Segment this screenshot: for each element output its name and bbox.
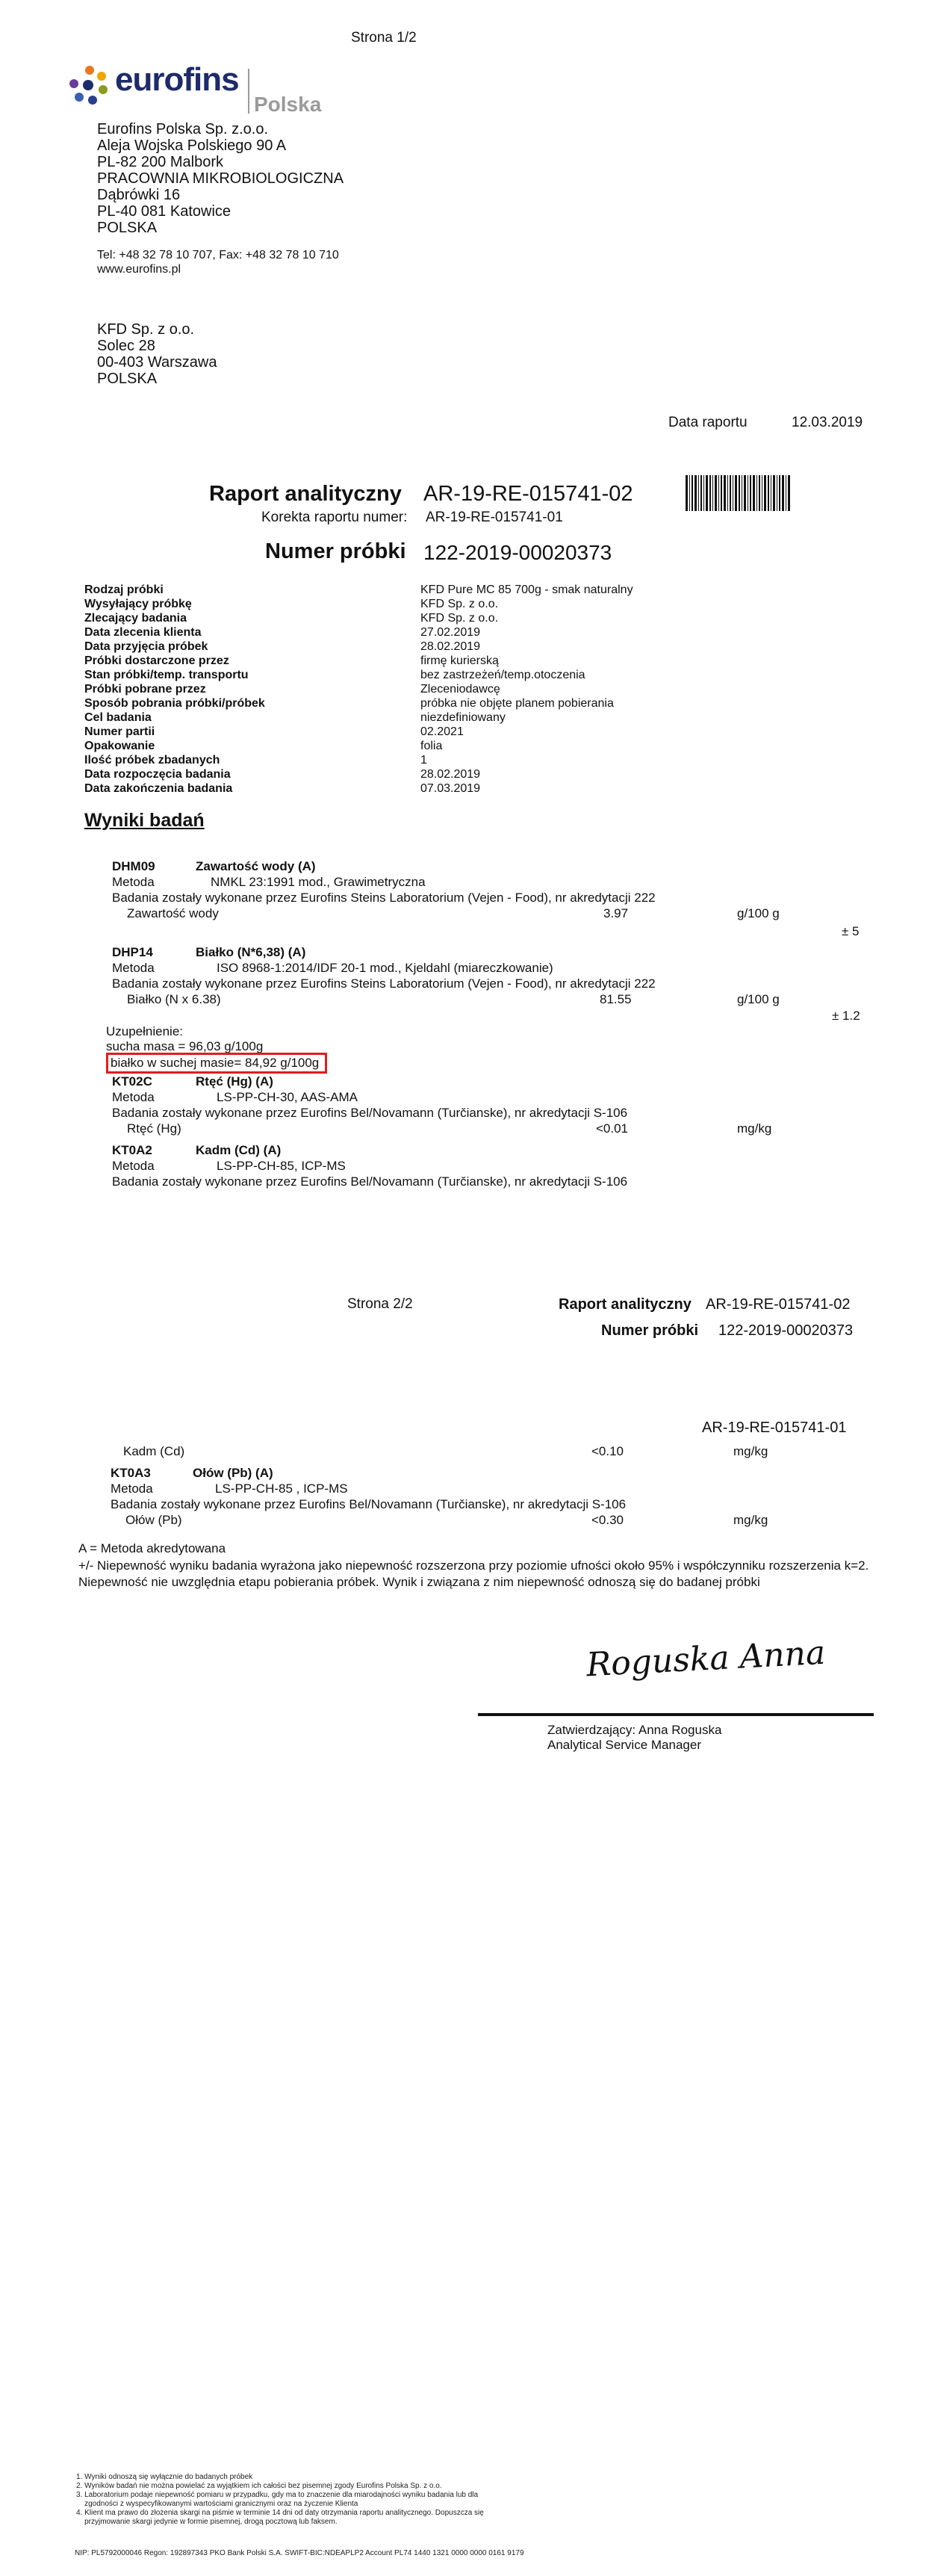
- param-unit: g/100 g: [737, 992, 780, 1006]
- param-value: <0.30: [591, 1513, 624, 1527]
- sample-info-label: Data zlecenia klienta: [84, 626, 202, 639]
- address-line: Aleja Wojska Polskiego 90 A: [97, 137, 287, 154]
- param-name: Zawartość wody: [127, 906, 219, 920]
- signature-line: [478, 1713, 874, 1716]
- sample-info-label: Próbki pobrane przez: [84, 683, 206, 696]
- sample-info-value: folia: [420, 740, 443, 752]
- method-label: Metoda: [111, 1481, 153, 1496]
- eurofins-dots-icon: [69, 64, 111, 106]
- sample-info-row: [84, 696, 831, 710]
- sample-info-label: Sposób pobrania próbki/próbek: [84, 697, 265, 710]
- test-code: KT0A3: [111, 1466, 151, 1480]
- sample-info-value: firmę kurierską: [420, 654, 499, 667]
- address-line: KFD Sp. z o.o.: [97, 321, 195, 338]
- test-name: Białko (N*6,38) (A): [196, 945, 306, 959]
- report-date-label: Data raportu: [668, 415, 748, 430]
- sample-number-label: Numer próbki: [601, 1322, 699, 1339]
- param-name: Białko (N x 6.38): [127, 992, 221, 1006]
- sample-info-value: 28.02.2019: [420, 640, 481, 653]
- sample-info-row: [84, 710, 831, 725]
- sample-info-row: [84, 597, 831, 611]
- correction-label: Korekta raportu numer:: [261, 510, 408, 525]
- sample-info-label: Rodzaj próbki: [84, 583, 164, 596]
- lab-contact: Tel: +48 32 78 10 707, Fax: +48 32 78 10 710: [97, 249, 339, 261]
- sample-info-label: Data zakończenia badania: [84, 782, 233, 795]
- param-unit: mg/kg: [733, 1444, 768, 1458]
- param-uncertainty: ± 5: [842, 924, 860, 938]
- lab-accreditation: Badania zostały wykonane przez Eurofins Steins Laboratorium (Vejen - Food), nr akredytacji 222: [112, 891, 656, 905]
- address-line: Dąbrówki 16: [97, 187, 181, 203]
- footnotes: [76, 2473, 484, 2527]
- method-label: Metoda: [112, 1159, 155, 1173]
- footnote: 3. Laboratorium podaje niepewność pomiaru w przypadku, gdy ma to znaczenie dla miarodajności wyniku badania lub dla: [76, 2491, 479, 2499]
- bank-details: NIP: PL5792000046 Regon: 192897343 PKO Bank Polski S.A. SWIFT-BIC:NDEAPLP2 Account PL74 1440 1321 0000 0000 0161 9179: [75, 2549, 524, 2557]
- test-name: Ołów (Pb) (A): [193, 1466, 273, 1480]
- footnote: przyjmowanie skargi jedynie w formie pisemnej, drogą pocztową lub faksem.: [76, 2518, 338, 2526]
- sample-info-row: [84, 583, 831, 597]
- sample-info-label: Data rozpoczęcia badania: [84, 768, 231, 781]
- supplement-title: Uzupełnienie:: [106, 1024, 184, 1038]
- method-value: NMKL 23:1991 mod., Grawimetryczna: [211, 875, 426, 889]
- supplement-protein-dry-text: białko w suchej masie= 84,92 g/100g: [111, 1056, 320, 1070]
- sample-info-label: Wysyłający próbkę: [84, 598, 192, 610]
- lab-accreditation: Badania zostały wykonane przez Eurofins Steins Laboratorium (Vejen - Food), nr akredytacji 222: [112, 976, 656, 991]
- eurofins-logo: [69, 61, 338, 121]
- report-number: AR-19-RE-015741-02: [706, 1296, 851, 1313]
- address-line: Eurofins Polska Sp. z.o.o.: [97, 121, 269, 137]
- sample-info-label: Stan próbki/temp. transportu: [84, 669, 249, 681]
- address-line: PRACOWNIA MIKROBIOLOGICZNA: [97, 170, 344, 187]
- footnote: zgodności z wyspecyfikowanymi wartościami granicznymi oraz na życzenie Klienta: [76, 2500, 358, 2508]
- report-number: AR-19-RE-015741-02: [423, 482, 633, 506]
- page-number: Strona 1/2: [351, 30, 417, 46]
- method-label: Metoda: [112, 961, 155, 975]
- approver-position: Analytical Service Manager: [547, 1738, 701, 1752]
- uncertainty-note: Niepewność nie uwzględnia etapu pobierania próbek. Wynik i związana z nim niepewność odnoszą się do badanej próbki: [78, 1575, 760, 1589]
- lab-accreditation: Badania zostały wykonane przez Eurofins Bel/Novamann (Turčianske), nr akredytacji S-106: [112, 1174, 628, 1189]
- sample-info-value: 27.02.2019: [420, 626, 481, 639]
- method-label: Metoda: [112, 875, 155, 889]
- accreditation-legend: A = Metoda akredytowana: [78, 1541, 226, 1555]
- sample-info-row: [84, 753, 831, 767]
- test-code: KT02C: [112, 1074, 152, 1089]
- lab-accreditation: Badania zostały wykonane przez Eurofins Bel/Novamann (Turčianske), nr akredytacji S-106: [111, 1497, 627, 1511]
- sample-number: 122-2019-00020373: [423, 541, 612, 564]
- sample-info-row: [84, 611, 831, 625]
- sample-info-value: 1: [420, 754, 427, 767]
- param-value: <0.10: [591, 1444, 624, 1458]
- page-number: Strona 2/2: [347, 1296, 413, 1312]
- correction-number: AR-19-RE-015741-01: [426, 510, 563, 525]
- param-name: Kadm (Cd): [123, 1444, 185, 1458]
- sample-info-label: Zlecający badania: [84, 612, 187, 625]
- supplement-dry-mass: sucha masa = 96,03 g/100g: [106, 1039, 264, 1053]
- sample-info-row: [84, 767, 831, 781]
- uncertainty-note: +/- Niepewność wyniku badania wyrażona jako niepewność rozszerzona przy poziomie ufności około 95% i współczynniku rozszerzenia k=2.: [78, 1558, 869, 1573]
- footnote: 1. Wyniki odnoszą się wyłącznie do badanych próbek: [76, 2473, 253, 2481]
- sample-info-row: [84, 739, 831, 753]
- param-value: <0.01: [596, 1121, 629, 1136]
- logo-divider: [248, 69, 249, 114]
- sample-info-label: Cel badania: [84, 711, 152, 724]
- lab-website: www.eurofins.pl: [97, 263, 181, 276]
- client-address: [97, 321, 217, 387]
- test-code: KT0A2: [112, 1143, 152, 1157]
- sample-info-value: KFD Pure MC 85 700g - smak naturalny: [420, 583, 633, 596]
- address-line: 00-403 Warszawa: [97, 354, 217, 371]
- method-label: Metoda: [112, 1090, 155, 1104]
- lab-address: [97, 121, 344, 236]
- sample-info-row: [84, 725, 831, 739]
- sample-info-value: KFD Sp. z o.o.: [420, 612, 499, 625]
- footnote: 4. Klient ma prawo do złożenia skargi na piśmie w terminie 14 dni od daty otrzymania raportu analitycznego. Dopuszcza się: [76, 2509, 484, 2517]
- param-unit: g/100 g: [737, 906, 780, 920]
- sample-info-row: [84, 781, 831, 796]
- test-name: Zawartość wody (A): [196, 859, 316, 873]
- barcode-icon: [686, 475, 790, 511]
- sample-info-label: Numer partii: [84, 725, 155, 738]
- sample-info-value: 02.2021: [420, 725, 464, 738]
- sample-info-row: [84, 640, 831, 654]
- sample-info-table: [84, 583, 831, 796]
- param-unit: mg/kg: [737, 1121, 772, 1136]
- supplement-protein-dry: [106, 1053, 327, 1074]
- report-title: Raport analityczny: [209, 482, 402, 506]
- sample-info-row: [84, 668, 831, 682]
- report-title: Raport analityczny: [559, 1296, 692, 1313]
- approved-by: Zatwierdzający: Anna Roguska: [547, 1723, 722, 1737]
- sample-info-value: Zleceniodawcę: [420, 683, 500, 696]
- sample-info-label: Ilość próbek zbadanych: [84, 754, 220, 767]
- test-code: DHP14: [112, 945, 153, 959]
- param-name: Ołów (Pb): [125, 1513, 182, 1527]
- sample-info-row: [84, 682, 831, 696]
- results-title: Wyniki badań: [84, 810, 205, 831]
- sample-info-value: 28.02.2019: [420, 768, 481, 781]
- signature: Roguska Anna: [585, 1633, 827, 1685]
- address-line: PL-40 081 Katowice: [97, 203, 232, 220]
- test-name: Rtęć (Hg) (A): [196, 1074, 273, 1089]
- report-date: 12.03.2019: [792, 415, 863, 430]
- sample-info-value: 07.03.2019: [420, 782, 481, 795]
- address-line: POLSKA: [97, 220, 158, 236]
- sample-info-label: Opakowanie: [84, 740, 155, 752]
- sample-info-row: [84, 625, 831, 640]
- previous-report-number: AR-19-RE-015741-01: [702, 1419, 847, 1436]
- sample-info-label: Data przyjęcia próbek: [84, 640, 208, 653]
- sample-number: 122-2019-00020373: [718, 1322, 854, 1339]
- sample-info-value: niezdefiniowany: [420, 711, 506, 724]
- sample-info-value: KFD Sp. z o.o.: [420, 598, 499, 610]
- logo-brand: eurofins: [115, 61, 239, 98]
- sample-info-value: próbka nie objęte planem pobierania: [420, 697, 614, 710]
- param-uncertainty: ± 1.2: [832, 1009, 860, 1023]
- test-code: DHM09: [112, 859, 155, 873]
- param-value: 81.55: [600, 992, 632, 1006]
- test-name: Kadm (Cd) (A): [196, 1143, 282, 1157]
- method-value: LS-PP-CH-30, AAS-AMA: [217, 1090, 358, 1104]
- lab-accreditation: Badania zostały wykonane przez Eurofins Bel/Novamann (Turčianske), nr akredytacji S-106: [112, 1106, 628, 1120]
- method-value: LS-PP-CH-85, ICP-MS: [217, 1159, 346, 1173]
- address-line: PL-82 200 Malbork: [97, 154, 223, 170]
- sample-info-row: [84, 654, 831, 668]
- footnote: 2. Wyników badań nie można powielać za wyjątkiem ich całości bez pisemnej zgody Eurofins Polska Sp. z o.o.: [76, 2482, 442, 2490]
- sample-info-label: Próbki dostarczone przez: [84, 654, 229, 667]
- address-line: POLSKA: [97, 371, 158, 387]
- param-value: 3.97: [603, 906, 629, 920]
- param-unit: mg/kg: [733, 1513, 768, 1527]
- sample-info-value: bez zastrzeżeń/temp.otoczenia: [420, 669, 585, 681]
- param-name: Rtęć (Hg): [127, 1121, 181, 1136]
- method-value: LS-PP-CH-85 , ICP-MS: [215, 1481, 348, 1496]
- logo-sub: Polska: [254, 93, 322, 116]
- method-value: ISO 8968-1:2014/IDF 20-1 mod., Kjeldahl (miareczkowanie): [217, 961, 553, 975]
- sample-number-label: Numer próbki: [265, 539, 406, 563]
- address-line: Solec 28: [97, 338, 155, 354]
